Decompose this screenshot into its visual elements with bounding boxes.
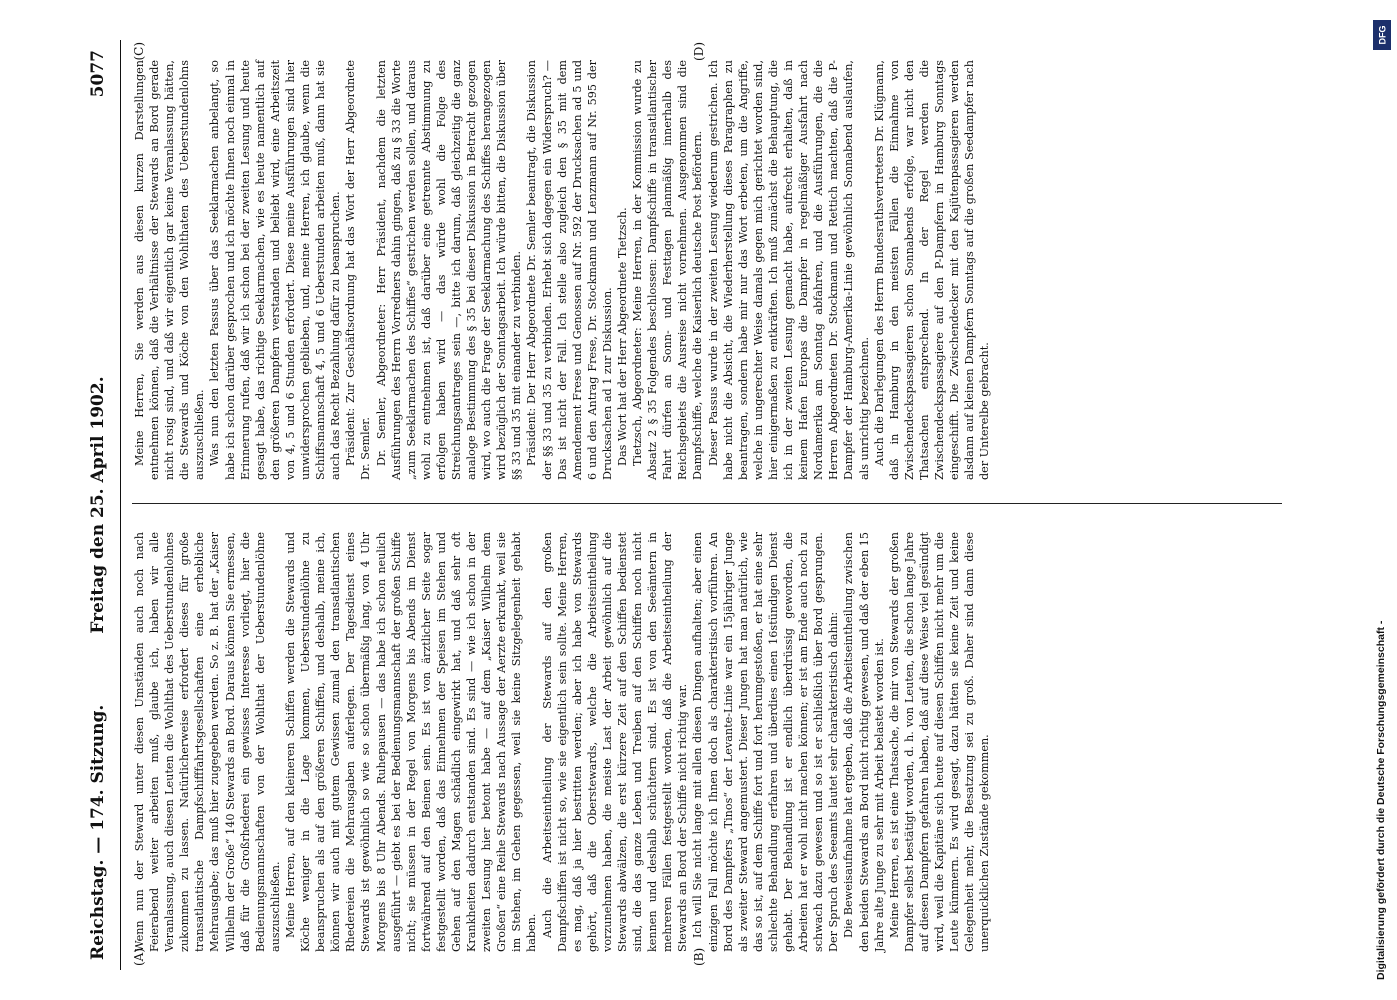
speaker-paragraph: Präsident: Zur Geschäftsordnung hat das Wort der Herr Abgeordnete Dr. Semler.	[344, 60, 373, 480]
page-number: 5077	[88, 50, 108, 98]
credit-text: Digitalisierung gefördert durch die Deutsche Forschungsgemeinschaft -	[1375, 620, 1387, 980]
page-header	[80, 40, 116, 970]
speaker-paragraph: Tietzsch, Abgeordneter: Meine Herren, in der Kommission wurde zu Absatz 2 § 35 Folgendes beschlossen: Dampfschiffe in transatlantischer Fahrt dürfen an Sonn- und Festtagen planmäßig innerhalb des Reichsgebiets die Ausreise nicht vornehmen. Ausgenommen sind die Dampfschiffe, welche die Kaiserlich deutsche Post befördern.	[631, 60, 705, 480]
dfg-logo: DFG	[1373, 20, 1391, 50]
paragraph: Ich will Sie nicht lange mit allen diesen Dingen aufhalten; aber einen einzigen Fall möchte ich Ihnen doch als charakteristisch vorführen. An Bord des Dampfers „Tinos“ der Levante-Linie war ein 15jähriger Junge als zweiter Steward angemustert. Dieser Jungen hat man natürlich, wie das so ist, auf dem Schiffe fort und fort herumgestoßen, er hat eine sehr schlechte Behandlung erfahren und überdies einen 16stündigen Dienst gehabt. Der Behandlung ist er endlich überdrüssig geworden, die Arbeiten hat er wohl nicht machen können; er ist am Ende auch noch zu schwach dazu gewesen und so ist er schließlich über Bord gesprungen. Der Spruch des Seeamts lautet sehr charakteristisch dahin:	[691, 532, 841, 952]
column-divider	[132, 503, 1282, 504]
paragraph: Wenn nun der Steward unter diesen Umständen auch noch nach Feierabend weiter arbeiten muß, glaube ich, haben wir alle Veranlassung, auch diesen Leuten die Wohlthat des Ueberstundenlohnes zukommen zu lassen. Natürlicherweise erfordert dieses für große transatlantische Dampfschifffahrtsgesellschaften eine erhebliche Mehrausgabe; das muß hier zugegeben werden. So z. B. hat der „Kaiser Wilhelm der Große“ 140 Stewards an Bord. Daraus können Sie ermessen, daß für die Großrhederei ein gewisses Interesse vorliegt, hier die Bedienungsmannschaften von der Wohlthat der Ueberstundenlöhne auszuschließen.	[133, 532, 282, 952]
quoted-ruling: Die Beweisaufnahme hat ergeben, daß die Arbeitseintheilung zwischen den beiden Stewards an Bord nicht richtig gewesen, und daß der eben 15 Jahre alte Junge zu sehr mit Arbeit belastet worden ist.	[842, 532, 886, 952]
paragraph: Auch die Darlegungen des Herrn Bundesrathsvertreters Dr. Klügmann, daß in Hamburg in den meisten Fällen die Einnahme von Zwischendeckspassagieren schon Sonnabends erfolge, war nicht den Thatsachen entsprechend. In der Regel werden die Zwischendeckspassagiere auf den P-Dampfern in Hamburg Sonntags eingeschifft. Die Zwischendecker mit den Kajütenpassagieren werden alsdann auf kleinen Dampfern Sonntags auf die großen Seedampfer nach der Unterelbe gebracht.	[872, 60, 992, 480]
speaker-paragraph: Dr. Semler, Abgeordneter: Herr Präsident, nachdem die letzten Ausführungen des Herrn Vorredners dahin gingen, daß zu § 33 die Worte „zum Seeklarmachen des Schiffes“ gestrichen werden sollen, und daraus wohl zu entnehmen ist, daß darüber eine getrennte Abstimmung zu erfolgen haben wird — das würde wohl die Folge des Streichungsantrages sein —, bitte ich darum, daß gleichzeitig die ganz analoge Bestimmung des § 35 bei dieser Diskussion in Betracht gezogen wird, wo auch die Frage der Seeklarmachung des Schiffes herangezogen wird bezüglich der Sonntagsarbeit. Ich würde bitten, die Diskussion über §§ 33 und 35 mit einander zu verbinden.	[374, 60, 524, 480]
left-column	[132, 532, 1282, 966]
speaker-paragraph: Präsident: Der Herr Abgeordnete Dr. Semler beantragt, die Diskussion der §§ 33 und 35 zu verbinden. Erhebt sich dagegen ein Widerspruch? — Das ist nicht der Fall. Ich stelle also zugleich den § 35 mit dem Amendement Frese und Genossen auf Nr. 592 der Drucksachen ad 5 und 6 und den Antrag Frese, Dr. Stockmann und Lenzmann auf Nr. 595 der Drucksachen ad 1 zur Diskussion.	[525, 60, 614, 480]
paragraph: Auch die Arbeitseintheilung der Stewards auf den großen Dampfschiffen ist nicht so, wie sie eigentlich sein sollte. Meine Herren, es mag, daß ja hier bestritten werden; aber ich habe von Stewards gehört, daß die Oberstewards, welche die Arbeitseintheilung vorzunehmen haben, die meiste Last der Arbeit gewöhnlich auf die Stewards abwälzen, die erst kürzere Zeit auf den Schiffen bedienstet sind, die das ganze Leben und Treiben auf den Schiffen noch nicht kennen und deshalb schüchtern sind. Es ist von den Seeämtern in mehreren Fällen festgestellt worden, daß die Arbeitseintheilung der Stewards an Bord der Schiffe nicht richtig war.	[540, 532, 690, 952]
rotated-page-content	[80, 40, 1310, 970]
digitization-credit	[1372, 20, 1392, 980]
margin-marker-b: (B)	[692, 947, 706, 966]
margin-marker-d: (D)	[692, 42, 706, 61]
paragraph: Meine Herren, auf den kleineren Schiffen werden die Stewards und Köche weniger in die Lage kommen, Ueberstundenlöhne zu beanspruchen als auf den größeren Schiffen, und deshalb, meine ich, können wir auch mit gutem Gewissen zumal den transatlantischen Rhedereien die Mehrausgaben auferlegen. Der Tagesdienst eines Stewards ist gewöhnlich so wie so schon übermäßig lang, von 4 Uhr Morgens bis 8 Uhr Abends. Ruhepausen — das habe ich schon neulich ausgeführt — giebt es bei der Bedienungsmannschaft der großen Schiffe nicht; sie müssen in der Regel von Morgens bis Abends im Dienst fortwährend auf den Beinen sein. Es ist von ärztlicher Seite sogar festgestellt worden, daß das Einnehmen der Speisen im Stehen und Gehen auf den Magen schädlich eingewirkt hat, und daß sehr oft Krankheiten dadurch entstanden sind. Es sind — wie ich schon in der zweiten Lesung hier betont habe — auf dem „Kaiser Wilhelm dem Großen“ eine Reihe Stewards nach Aussage der Aerzte erkrankt, weil sie im Stehen, im Gehen gegessen, weil sie keine Sitzgelegenheit gehabt haben.	[283, 532, 539, 952]
header-rule	[120, 40, 121, 970]
paragraph: Meine Herren, es ist eine Thatsache, die mir von Stewards der großen Dampfer selbst bestätigt worden, d. h. von Leuten, die schon lange Jahre auf diesen Dampfern gefahren haben, daß auf diese Weise viel gesündigt wird, weil die Kapitäne sich heute auf diesen Schiffen nicht mehr um die Leute kümmern. Es wird gesagt, dazu hätten sie keine Zeit und keine Gelegenheit mehr, die Besatzung sei zu groß. Daher sind dann diese unerquicklichen Zustände gekommen.	[887, 532, 992, 952]
margin-marker-a: (A)	[132, 947, 146, 966]
paragraph: Dieser Passus wurde in der zweiten Lesung wiederum gestrichen. Ich habe nicht die Absicht, die Wiederherstellung dieses Paragraphen zu beantragen, sondern habe mir nur das Wort erbeten, um die Angriffe, welche in ungerechter Weise damals gegen mich gerichtet worden sind, hier einigermaßen zu entkräften. Ich muß zunächst die Behauptung, die ich in der zweiten Lesung gemacht habe, aufrecht erhalten, daß in keinem Hafen Europas die Dampfer in regelmäßiger Ausfahrt nach Nordamerika am Sonntag abfahren, und die Ausführungen, die die Herren Abgeordneten Dr. Stockmann und Rettich machten, daß die P-Dampfer der Hamburg-Amerika-Linie gewöhnlich Sonnabend auslaufen, als unrichtig bezeichnen.	[706, 60, 871, 480]
margin-marker-c: (C)	[132, 42, 146, 61]
header-session: Reichstag. — 174. Sitzung.	[88, 704, 108, 960]
paragraph: Das Wort hat der Herr Abgeordnete Tietzsch.	[616, 207, 629, 466]
paragraph: Was nun den letzten Passus über das Seeklarmachen anbelangt, so habe ich schon darüber gesprochen und ich möchte Ihnen noch einmal in Erinnerung rufen, daß wir ich schon bei der zweiten Lesung und heute gesagt habe, das richtige Seeklarmachen, wie es heute namentlich auf den größeren Dampfern verstanden und beliebt wird, eine Arbeitszeit von 4, 5 und 6 Stunden erfordert. Diese meine Ausführungen sind hier unwidersprochen geblieben, und, meine Herren, ich glaube, wenn die Schiffsmannschaft 4, 5 und 6 Ueberstunden arbeiten muß, dann hat sie auch das Recht Bezahlung dafür zu beanspruchen.	[208, 60, 343, 480]
right-column	[132, 42, 1282, 480]
paragraph: Meine Herren, Sie werden aus diesen kurzen Darstellungen entnehmen können, daß die Verhältnisse der Stewards an Bord gerade nicht rosig sind, und daß wir eigentlich gar keine Veranlassung hätten, die Stewards und Köche von den Wohlthaten des Ueberstundenlohns auszuschließen.	[133, 60, 207, 480]
header-date: Freitag den 25. April 1902.	[88, 376, 108, 634]
document-page	[80, 40, 1310, 970]
